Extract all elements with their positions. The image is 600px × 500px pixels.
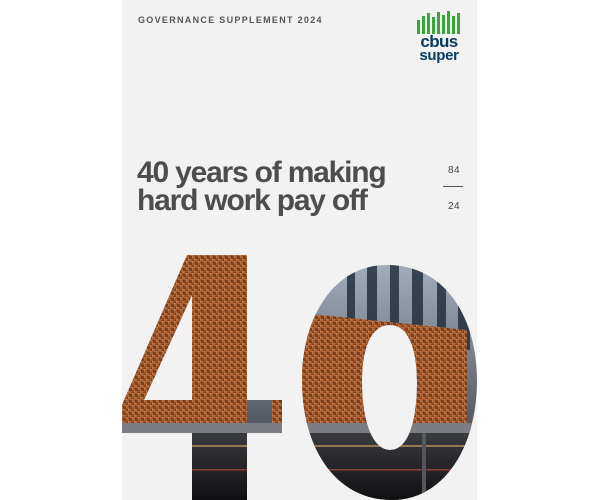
- headline-line-2: hard work pay off: [137, 184, 367, 217]
- year-end: 24: [447, 201, 461, 212]
- year-start: 84: [447, 165, 461, 176]
- logo-text-cbus: cbus: [420, 32, 458, 51]
- report-cover: [122, 0, 477, 500]
- supplement-label: GOVERNANCE SUPPLEMENT 2024: [138, 15, 323, 25]
- headline-line-1: 40 years of making: [137, 156, 386, 189]
- logo-bars-icon: [415, 10, 463, 34]
- cbus-super-logo: [415, 10, 463, 66]
- year-divider: [443, 186, 463, 187]
- photo-filled-numeral-40: [122, 255, 477, 500]
- logo-text-super: super: [419, 47, 459, 64]
